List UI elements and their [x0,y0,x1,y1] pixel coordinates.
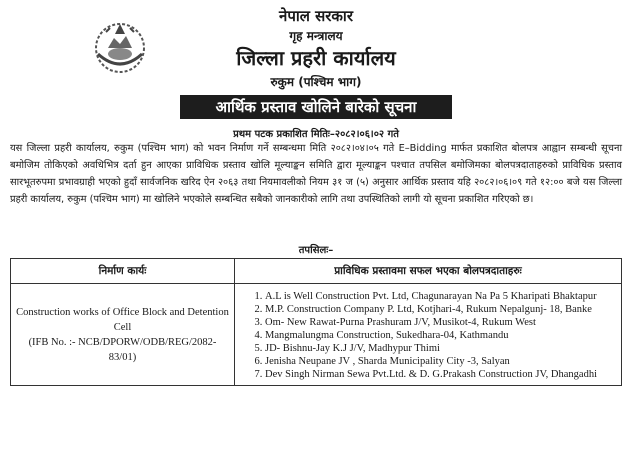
notice-body: यस जिल्ला प्रहरी कार्यालय, रुकुम (पश्चिम भाग) को भवन निर्माण गर्ने सम्बन्धमा मिति २०८२।०४।०५ गते E–Bidding मार्फत प्रकाशित बोलपत्र आह्वान सम्बन्धी सूचना बमोजिम तोकिएको अवधिभित्र दर्ता हुन आएका प्राविधिक प्रस्ताव खोलि मूल्याङ्कन समिति द्वारा मूल्याङ्कन पश्चात तपसिल बमोजिमका बोलपत्रदाताहरुको प्राविधिक प्रस्ताव सारभूतरुपमा प्रभावग्राही भएको हुदाँ सार्वजनिक खरिद ऐन २०६३ तथा नियमावलीको नियम ३१ ज (५) अनुसार आर्थिक प्रस्ताव यहि २०८२।०६।०९ गते १२:०० बजे यस जिल्ला प्रहरी कार्यालय, रुकुम (पश्चिम भाग) मा खोलिने भएकोले सम्बन्धित सबैको जानकारीको लागि तथा उपस्थितिको लागी यो सूचना प्रकाशित गरिएको छ। [10,143,622,205]
office-location: रुकुम (पश्चिम भाग) [270,75,362,89]
bidders-table [10,258,622,386]
office-title: जिल्ला प्रहरी कार्यालय [236,46,396,70]
list-item: 4. Mangmalungma Construction, Sukedhara-04, Kathmandu [265,329,617,342]
list-item: 6. Jenisha Neupane JV , Sharda Municipality City -3, Salyan [265,355,617,368]
details-label: तपसिलः– [298,245,334,256]
table-row [11,284,622,386]
ifb-number: (IFB No. :- NCB/DPORW/ODB/REG/2082-83/01) [28,336,217,363]
publish-date: प्रथम पटक प्रकाशित मितिः–२०८२।०६।०२ गते [233,129,399,140]
list-item: 1. A.L is Well Construction Pvt. Ltd, Chagunarayan Na Pa 5 Kharipati Bhaktapur [265,290,617,303]
work-cell [11,284,235,386]
list-item: 2. M.P. Construction Company P. Ltd, Kotjhari-4, Rukum Nepalgunj- 18, Banke [265,303,617,316]
bidders-column-header: प्राविधिक प्रस्तावमा सफल भएका बोलपत्रदाताहरुः [235,259,622,284]
list-item: 3. Om- New Rawat-Purna Prashuram J/V, Musikot-4, Rukum West [265,316,617,329]
bidders-cell [235,284,622,386]
table-header-row [11,259,622,284]
list-item: 7. Dev Singh Nirman Sewa Pvt.Ltd. & D. G.Prakash Construction JV, Dhangadhi [265,368,617,381]
bidders-list [239,290,617,381]
notice-title-banner: आर्थिक प्रस्ताव खोलिने बारेको सूचना [180,95,452,119]
ministry-title: गृह मन्त्रालय [289,29,343,43]
list-item: 5. JD- Bishnu-Jay K.J J/V, Madhypur Thimi [265,342,617,355]
work-title: Construction works of Office Block and Detention Cell [16,306,229,333]
work-column-header: निर्माण कार्यः [11,259,235,284]
government-title: नेपाल सरकार [279,7,353,25]
